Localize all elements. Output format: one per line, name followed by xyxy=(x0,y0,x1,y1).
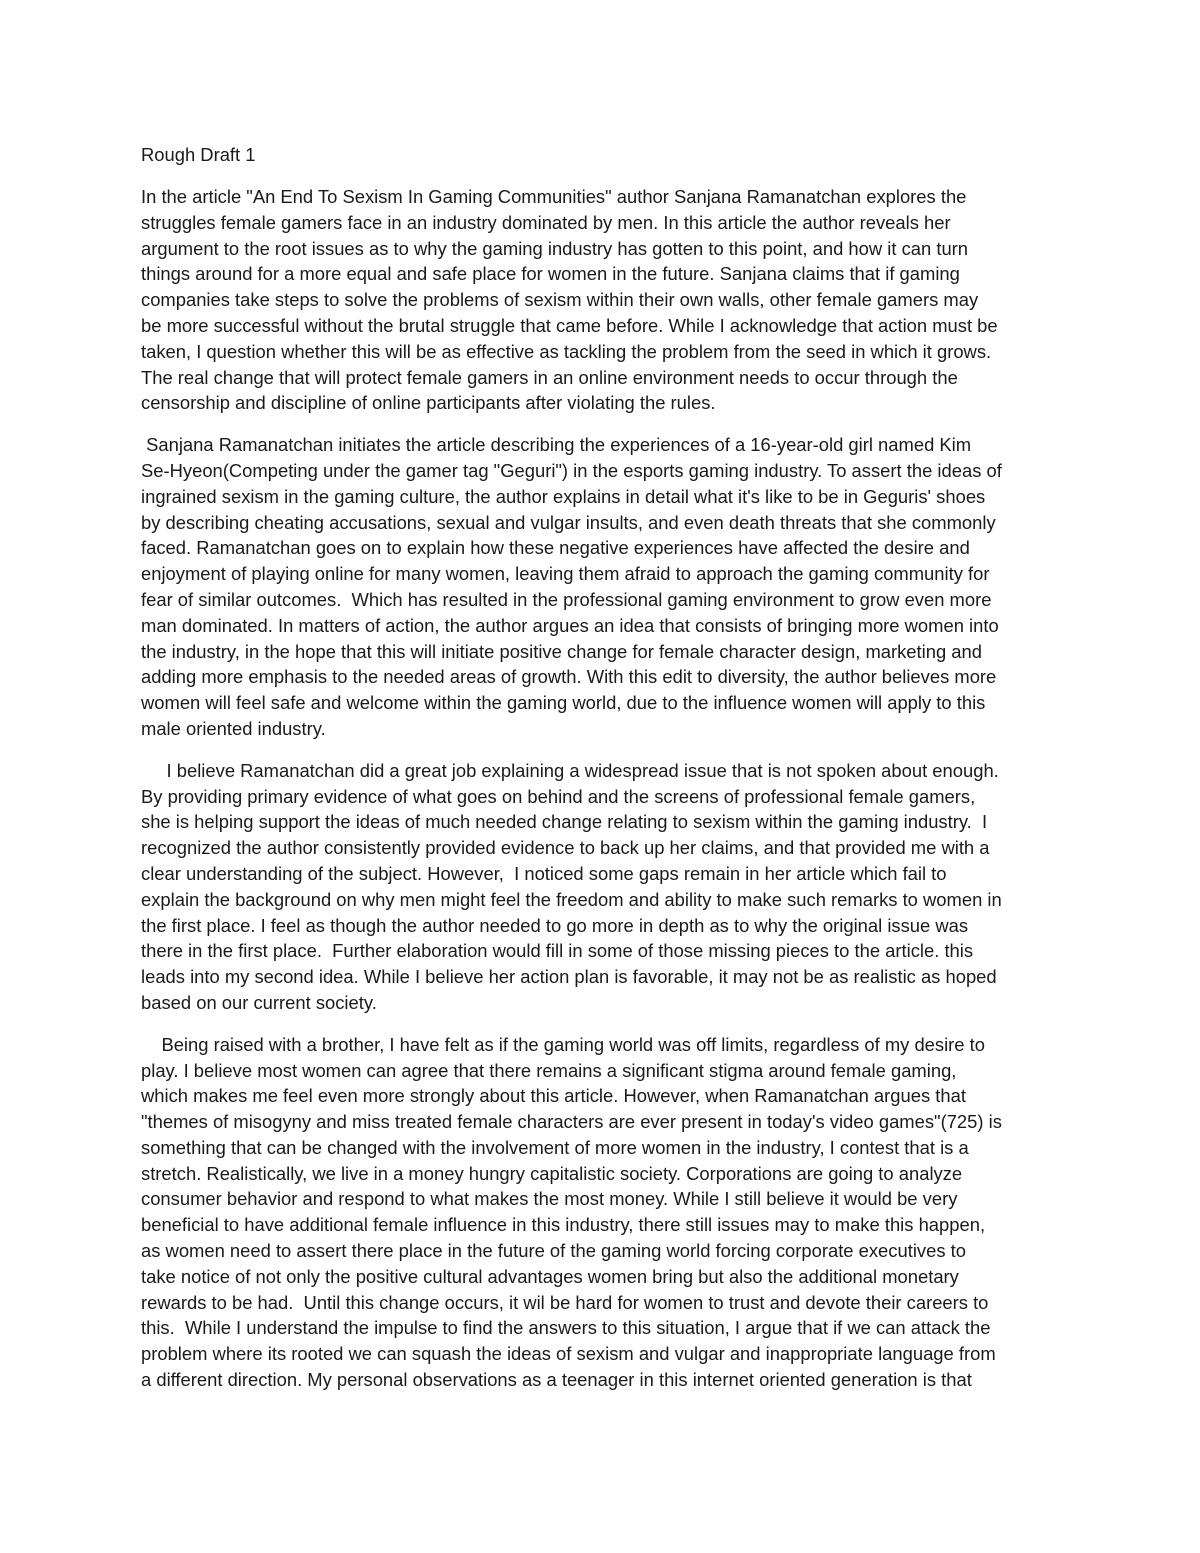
text-line: problem where its rooted we can squash the ideas of sexism and vulgar and inappropriate language from xyxy=(141,1343,996,1365)
text-line: In the article "An End To Sexism In Gaming Communities" author Sanjana Ramanatchan explores the xyxy=(141,186,967,207)
text-line: which makes me feel even more strongly about this article. However, when Ramanatchan argues that xyxy=(141,1085,966,1107)
text-line: Sanjana Ramanatchan initiates the article describing the experiences of a 16-year-old girl named Kim xyxy=(141,434,972,456)
text-line: The real change that will protect female gamers in an online environment needs to occur through the xyxy=(141,366,958,388)
text-line: the industry, in the hope that this will initiate positive change for female character design, marketing and xyxy=(141,640,982,662)
text-line: argument to the root issues as to why the gaming industry has gotten to this point, and how it can turn xyxy=(141,237,969,259)
text-line: I believe Ramanatchan did a great job explaining a widespread issue that is not spoken about enough. xyxy=(141,759,999,781)
text-line: adding more emphasis to the needed areas of growth. With this edit to diversity, the author believes more xyxy=(141,666,997,688)
text-line: take notice of not only the positive cultural advantages women bring but also the additional monetary xyxy=(141,1265,959,1287)
text-line: rewards to be had. Until this change occurs, it wil be hard for women to trust and devote their careers to xyxy=(141,1291,989,1313)
text-line: stretch. Realistically, we live in a money hungry capitalistic society. Corporations are going to analyze xyxy=(141,1162,963,1184)
text-line: struggles female gamers face in an industry dominated by men. In this article the author reveals her xyxy=(141,211,951,233)
text-line: ingrained sexism in the gaming culture, the author explains in detail what it's like to be in Geguris' shoes xyxy=(141,485,986,507)
text-line: by describing cheating accusations, sexual and vulgar insults, and even death threats that she commonly xyxy=(141,511,996,533)
text-line: beneficial to have additional female influence in this industry, there still issues may to make this happen, xyxy=(141,1214,986,1236)
text-line: Se-Hyeon(Competing under the gamer tag "Geguri") in the esports gaming industry. To assert the ideas of xyxy=(141,459,1002,481)
paragraph-2 xyxy=(141,432,1061,742)
text-line: she is helping support the ideas of much needed change relating to sexism within the gaming industry. I xyxy=(141,811,988,833)
text-line: companies take steps to solve the problems of sexism within their own walls, other female gamers may xyxy=(141,289,979,311)
text-line: consumer behavior and respond to what makes the most money. While I still believe it would be very xyxy=(141,1188,958,1210)
text-line: as women need to assert there place in the future of the gaming world forcing corporate executives to xyxy=(141,1240,966,1262)
text-line: be more successful without the brutal struggle that came before. While I acknowledge that action must be xyxy=(141,314,998,336)
paragraph-4 xyxy=(141,1032,1061,1393)
text-line: By providing primary evidence of what goes on behind and the screens of professional female gamers, xyxy=(141,785,976,807)
text-line: this. While I understand the impulse to find the answers to this situation, I argue that if we can attack the xyxy=(141,1317,991,1339)
text-line: the first place. I feel as though the author needed to go more in depth as to why the original issue was xyxy=(141,914,969,936)
text-line: taken, I question whether this will be as effective as tackling the problem from the seed in which it grows. xyxy=(141,340,992,362)
text-line: explain the background on why men might feel the freedom and ability to make such remarks to women in xyxy=(141,888,1002,910)
text-line: fear of similar outcomes. Which has resulted in the professional gaming environment to grow even more xyxy=(141,588,992,610)
text-line: women will feel safe and welcome within the gaming world, due to the influence women will apply to this xyxy=(141,692,986,714)
text-line: recognized the author consistently provided evidence to back up her claims, and that provided me with a xyxy=(141,837,990,859)
paragraph-3 xyxy=(141,758,1061,1016)
document-title: Rough Draft 1 xyxy=(141,144,256,165)
paragraph-1 xyxy=(141,184,1061,416)
text-line: something that can be changed with the involvement of more women in the industry, I contest that is a xyxy=(141,1136,969,1158)
text-line: faced. Ramanatchan goes on to explain how these negative experiences have affected the desire and xyxy=(141,537,970,559)
document-page xyxy=(141,142,1061,1409)
text-line: based on our current society. xyxy=(141,991,377,1013)
text-line: censorship and discipline of online participants after violating the rules. xyxy=(141,392,716,414)
text-line: "themes of misogyny and miss treated female characters are ever present in today's video games"(725) is xyxy=(141,1111,1002,1133)
text-line: clear understanding of the subject. However, I noticed some gaps remain in her article which fail to xyxy=(141,862,947,884)
text-line: play. I believe most women can agree that there remains a significant stigma around female gaming, xyxy=(141,1059,957,1081)
text-line: man dominated. In matters of action, the author argues an idea that consists of bringing more women into xyxy=(141,614,999,636)
text-line: male oriented industry. xyxy=(141,717,326,739)
text-line: leads into my second idea. While I believe her action plan is favorable, it may not be as realistic as hoped xyxy=(141,966,997,988)
document-body xyxy=(141,184,1061,1393)
text-line: things around for a more equal and safe place for women in the future. Sanjana claims that if gaming xyxy=(141,263,960,285)
text-line: a different direction. My personal observations as a teenager in this internet oriented generation is that xyxy=(141,1369,972,1391)
text-line: Being raised with a brother, I have felt as if the gaming world was off limits, regardless of my desire to xyxy=(141,1033,985,1055)
text-line: enjoyment of playing online for many women, leaving them afraid to approach the gaming community for xyxy=(141,563,990,585)
text-line: there in the first place. Further elaboration would fill in some of those missing pieces to the article. this xyxy=(141,940,974,962)
